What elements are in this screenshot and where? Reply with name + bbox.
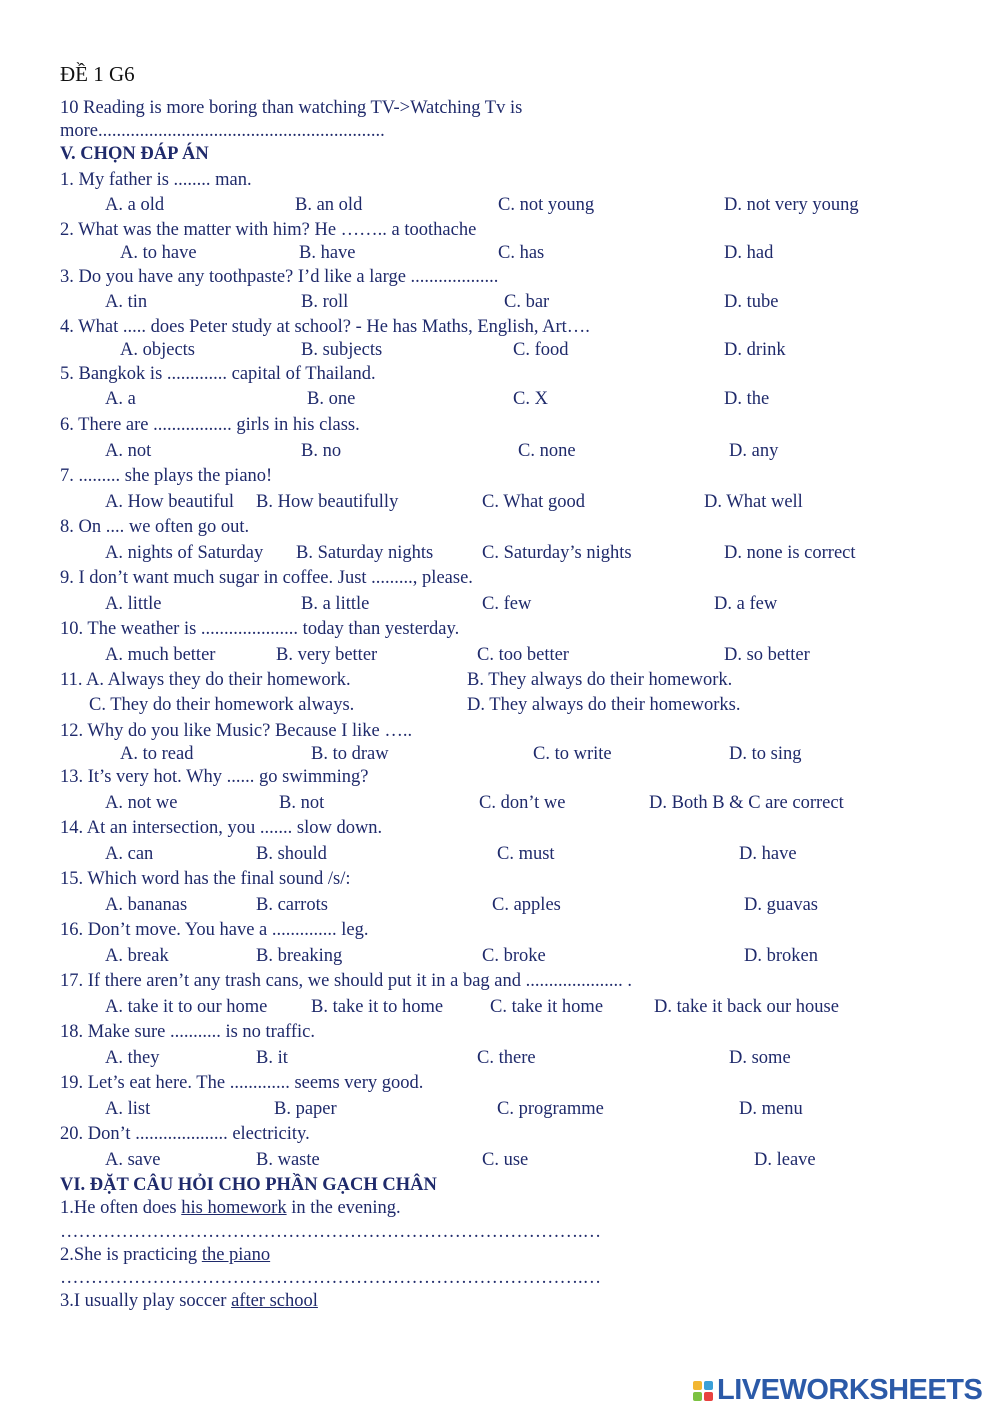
rewrite-3-pre: 3.I usually play soccer <box>60 1291 232 1311</box>
q12-option-a: A. to read <box>120 744 194 764</box>
q20-option-b: B. waste <box>256 1150 320 1170</box>
question-17: 17. If there aren’t any trash cans, we should put it in a bag and ..................... . <box>60 971 632 991</box>
q17-option-d: D. take it back our house <box>654 997 839 1017</box>
q8-option-d: D. none is correct <box>724 543 856 563</box>
q7-option-a: A. How beautiful <box>105 492 234 512</box>
question-4: 4. What ..... does Peter study at school? - He has Maths, English, Art…. <box>60 317 590 337</box>
q13-option-a: A. not we <box>105 793 178 813</box>
q19-option-b: B. paper <box>274 1099 337 1119</box>
q18-option-d: D. some <box>729 1048 791 1068</box>
q10-option-b: B. very better <box>276 645 378 665</box>
q14-option-b: B. should <box>256 844 327 864</box>
question-13: 13. It’s very hot. Why ...... go swimming? <box>60 767 369 787</box>
q7-option-c: C. What good <box>482 492 585 512</box>
q17-option-c: C. take it home <box>490 997 604 1017</box>
answer-line-1[interactable]: ………………………………………………………………………….… <box>60 1222 602 1242</box>
q17-option-b: B. take it to home <box>311 997 444 1017</box>
question-20: 20. Don’t .................... electricity. <box>60 1124 310 1144</box>
q8-option-a: A. nights of Saturday <box>105 543 264 563</box>
question-9: 9. I don’t want much sugar in coffee. Just ........., please. <box>60 568 473 588</box>
q9-option-b: B. a little <box>301 594 370 614</box>
q11-option-a: 11. A. Always they do their homework. <box>60 670 351 690</box>
question-7: 7. ......... she plays the piano! <box>60 466 273 486</box>
q14-option-c: C. must <box>497 844 555 864</box>
rewrite-1-pre: 1.He often does <box>60 1198 182 1218</box>
answer-line-2[interactable]: ………………………………………………………………………….… <box>60 1268 602 1288</box>
q5-option-d: D. the <box>724 389 770 409</box>
brand-name: LIVEWORKSHEETS <box>717 1374 983 1406</box>
q1-option-d: D. not very young <box>724 195 859 215</box>
q11-option-d: D. They always do their homeworks. <box>467 695 741 715</box>
q6-option-d: D. any <box>729 441 779 461</box>
question-15: 15. Which word has the final sound /s/: <box>60 869 351 889</box>
question-3: 3. Do you have any toothpaste? I’d like a large ................... <box>60 267 499 287</box>
q18-option-b: B. it <box>256 1048 288 1068</box>
rewrite-2-pre: 2.She is practicing <box>60 1245 202 1265</box>
q16-option-b: B. breaking <box>256 946 343 966</box>
page-title: ĐỀ 1 G6 <box>60 62 135 86</box>
q3-option-c: C. bar <box>504 292 550 312</box>
q3-option-a: A. tin <box>105 292 148 312</box>
q15-option-c: C. apples <box>492 895 561 915</box>
q19-option-a: A. list <box>105 1099 151 1119</box>
q4-option-d: D. drink <box>724 340 786 360</box>
intro-line-2: more.............................................................. <box>60 121 385 141</box>
q6-option-c: C. none <box>518 441 576 461</box>
q14-option-d: D. have <box>739 844 797 864</box>
liveworksheets-logo-icon <box>693 1381 713 1401</box>
q12-option-d: D. to sing <box>729 744 802 764</box>
rewrite-1-underlined: his homework <box>181 1198 287 1218</box>
q6-option-b: B. no <box>301 441 342 461</box>
q5-option-b: B. one <box>307 389 356 409</box>
q1-option-a: A. a old <box>105 195 165 215</box>
q4-option-b: B. subjects <box>301 340 383 360</box>
question-16: 16. Don’t move. You have a .............. leg. <box>60 920 369 940</box>
q20-option-d: D. leave <box>754 1150 816 1170</box>
q10-option-d: D. so better <box>724 645 810 665</box>
logo-square-icon <box>693 1392 702 1401</box>
q13-option-c: C. don’t we <box>479 793 566 813</box>
question-8: 8. On .... we often go out. <box>60 517 250 537</box>
q11-option-c: C. They do their homework always. <box>89 695 355 715</box>
q15-option-b: B. carrots <box>256 895 328 915</box>
liveworksheets-brand <box>693 1374 982 1407</box>
rewrite-item-1 <box>60 1198 401 1219</box>
q13-option-b: B. not <box>279 793 325 813</box>
q19-option-c: C. programme <box>497 1099 604 1119</box>
q19-option-d: D. menu <box>739 1099 803 1119</box>
q8-option-b: B. Saturday nights <box>296 543 434 563</box>
q15-option-d: D. guavas <box>744 895 818 915</box>
q4-option-c: C. food <box>513 340 569 360</box>
question-12: 12. Why do you like Music? Because I like ….. <box>60 721 413 741</box>
question-2: 2. What was the matter with him? He …….. a toothache <box>60 220 477 240</box>
q7-option-b: B. How beautifully <box>256 492 399 512</box>
rewrite-3-underlined: after school <box>231 1291 318 1311</box>
logo-square-icon <box>704 1381 713 1390</box>
q16-option-c: C. broke <box>482 946 546 966</box>
q20-option-a: A. save <box>105 1150 161 1170</box>
section-5-heading: V. CHỌN ĐÁP ÁN <box>60 144 209 164</box>
logo-square-icon <box>704 1392 713 1401</box>
q6-option-a: A. not <box>105 441 152 461</box>
q12-option-b: B. to draw <box>311 744 389 764</box>
q12-option-c: C. to write <box>533 744 612 764</box>
q8-option-c: C. Saturday’s nights <box>482 543 632 563</box>
q17-option-a: A. take it to our home <box>105 997 268 1017</box>
q16-option-a: A. break <box>105 946 169 966</box>
question-6: 6. There are ................. girls in his class. <box>60 415 360 435</box>
q1-option-c: C. not young <box>498 195 595 215</box>
rewrite-item-2 <box>60 1245 270 1266</box>
rewrite-1-post: in the evening. <box>286 1198 401 1218</box>
q2-option-a: A. to have <box>120 243 197 263</box>
q1-option-b: B. an old <box>295 195 363 215</box>
q10-option-a: A. much better <box>105 645 216 665</box>
q3-option-d: D. tube <box>724 292 779 312</box>
q14-option-a: A. can <box>105 844 154 864</box>
logo-square-icon <box>693 1381 702 1390</box>
q3-option-b: B. roll <box>301 292 349 312</box>
q18-option-a: A. they <box>105 1048 160 1068</box>
question-19: 19. Let’s eat here. The ............. seems very good. <box>60 1073 424 1093</box>
q9-option-c: C. few <box>482 594 532 614</box>
q10-option-c: C. too better <box>477 645 569 665</box>
q5-option-a: A. a <box>105 389 136 409</box>
q7-option-d: D. What well <box>704 492 803 512</box>
question-18: 18. Make sure ........... is no traffic. <box>60 1022 316 1042</box>
q18-option-c: C. there <box>477 1048 536 1068</box>
q2-option-d: D. had <box>724 243 774 263</box>
q9-option-d: D. a few <box>714 594 778 614</box>
q9-option-a: A. little <box>105 594 162 614</box>
question-5: 5. Bangkok is ............. capital of Thailand. <box>60 364 376 384</box>
q5-option-c: C. X <box>513 389 548 409</box>
q4-option-a: A. objects <box>120 340 196 360</box>
section-6-heading: VI. ĐẶT CÂU HỎI CHO PHẦN GẠCH CHÂN <box>60 1175 437 1195</box>
question-14: 14. At an intersection, you ....... slow down. <box>60 818 383 838</box>
q16-option-d: D. broken <box>744 946 818 966</box>
rewrite-2-underlined: the piano <box>201 1245 271 1265</box>
q20-option-c: C. use <box>482 1150 529 1170</box>
question-1: 1. My father is ........ man. <box>60 170 252 190</box>
rewrite-item-3 <box>60 1291 318 1312</box>
q2-option-b: B. have <box>299 243 356 263</box>
question-10: 10. The weather is ..................... today than yesterday. <box>60 619 460 639</box>
q2-option-c: C. has <box>498 243 545 263</box>
q11-option-b: B. They always do their homework. <box>467 670 733 690</box>
q13-option-d: D. Both B & C are correct <box>649 793 844 813</box>
intro-line-1: 10 Reading is more boring than watching TV->Watching Tv is <box>60 98 523 118</box>
q15-option-a: A. bananas <box>105 895 188 915</box>
